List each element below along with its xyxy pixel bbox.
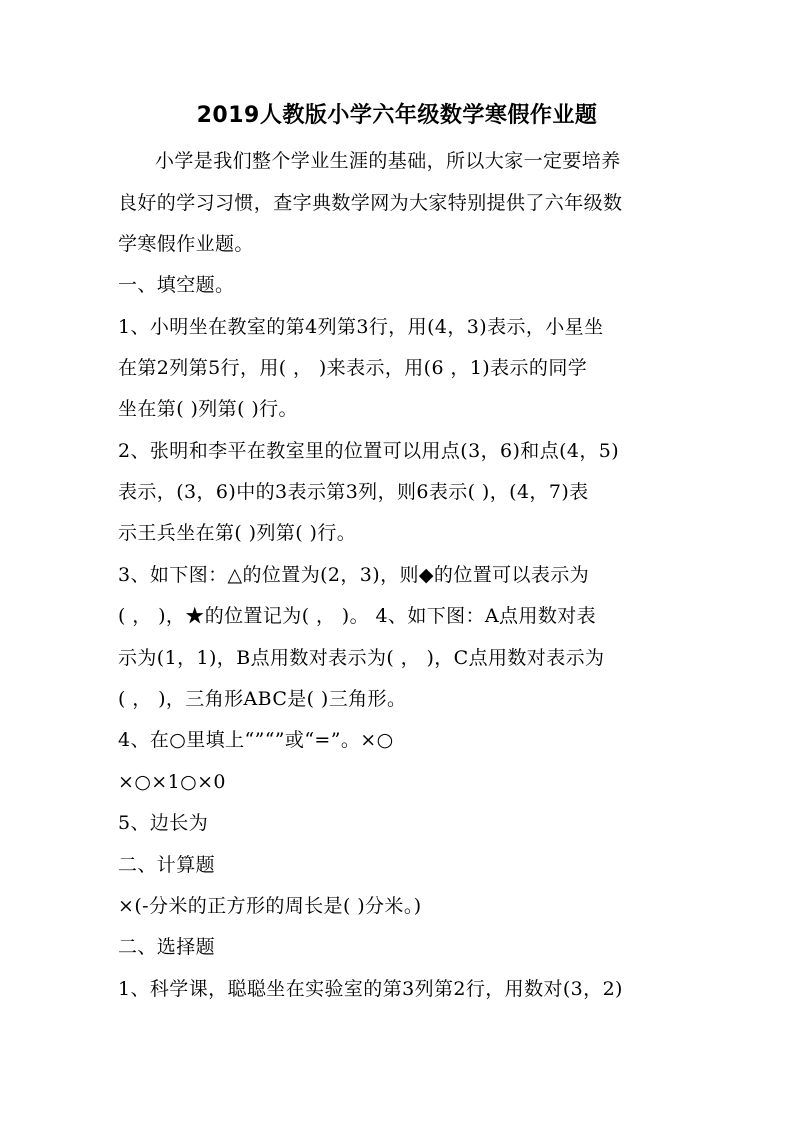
section-heading-fill-in: 一、填空题。 <box>118 274 235 296</box>
question-2-line-1: 2、张明和李平在教室里的位置可以用点(3，6)和点(4，5) <box>118 440 620 462</box>
question-4-line-1: 4、在○里填上“”“”或“=”。×○ <box>118 729 394 751</box>
question-1-line-3: 坐在第( )列第( )行。 <box>118 398 298 420</box>
question-4-line-2: ×○×1○×0 <box>118 771 226 793</box>
question-3-line-4: ( ， )，三角形ABC是( )三角形。 <box>118 688 407 710</box>
section-heading-choice: 二、选择题 <box>118 936 216 958</box>
question-2-line-2: 表示，(3，6)中的3表示第3列，则6表示( )，(4，7)表 <box>118 481 589 503</box>
intro-line-1: 小学是我们整个学业生涯的基础，所以大家一定要培养 <box>155 150 621 172</box>
question-3-line-2: ( ， )，★的位置记为( ， )。 4、如下图：A点用数对表 <box>118 605 597 627</box>
section-heading-calculation: 二、计算题 <box>118 854 216 876</box>
question-1-line-1: 1、小明坐在教室的第4列第3行，用(4，3)表示，小星坐 <box>118 316 604 338</box>
question-5-line: 5、边长为 <box>118 812 209 834</box>
question-3-line-1: 3、如下图：△的位置为(2，3)，则◆的位置可以表示为 <box>118 564 590 586</box>
question-2-line-3: 示王兵坐在第( )列第( )行。 <box>118 522 357 544</box>
intro-line-2: 良好的学习习惯，查字典数学网为大家特别提供了六年级数 <box>118 192 623 214</box>
document-title: 2019人教版小学六年级数学寒假作业题 <box>196 103 598 128</box>
question-3-line-3: 示为(1，1)，B点用数对表示为( ， )，C点用数对表示为 <box>118 647 605 669</box>
choice-question-1-line-1: 1、科学课，聪聪坐在实验室的第3列第2行，用数对(3，2) <box>118 978 623 1000</box>
question-1-line-2: 在第2列第5行，用( ， )来表示，用(6 ，1)表示的同学 <box>118 357 588 379</box>
calculation-line: ×(-分米的正方形的周长是( )分米。) <box>118 895 422 917</box>
intro-line-3: 学寒假作业题。 <box>118 233 254 255</box>
